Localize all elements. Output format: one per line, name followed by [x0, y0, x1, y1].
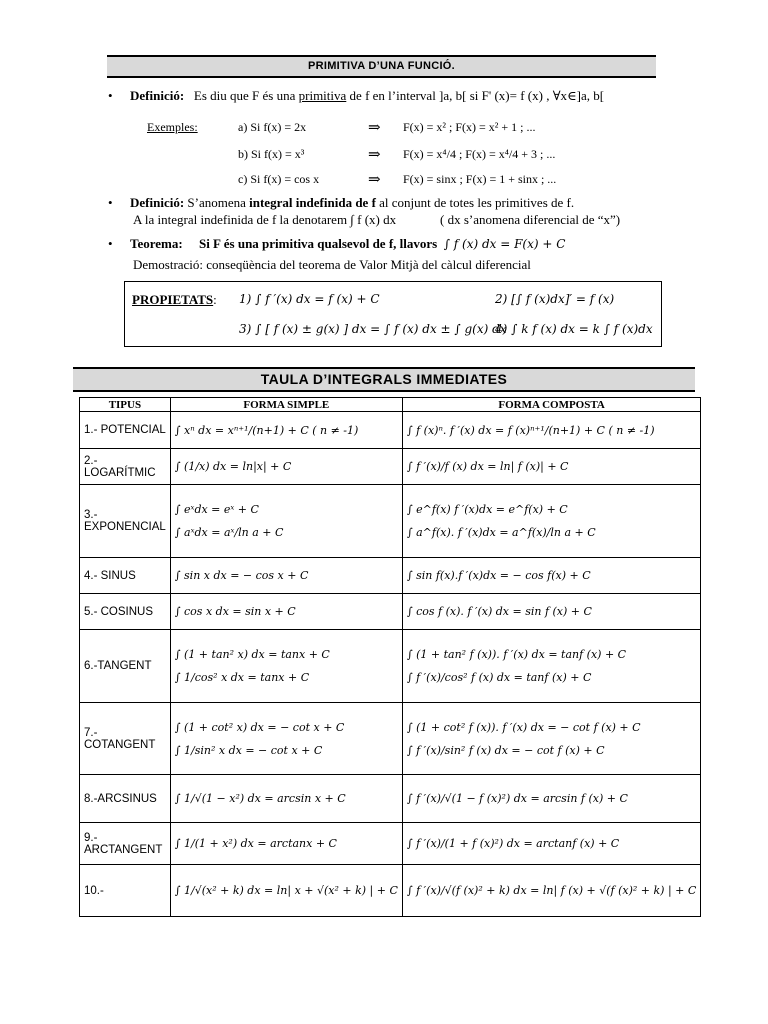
compound-form-formula: ∫ f ′(x)/√(f (x)² + k) dx = ln| f (x) + √(f (x)² + k) | + C — [406, 884, 697, 897]
table-row — [80, 775, 701, 823]
property-1: 1) ∫ f ′(x) dx = f (x) + C — [239, 292, 380, 306]
column-header-type: TIPUS — [80, 398, 171, 412]
theorem-text: Si F és una primitiva qualsevol de f, llavors — [198, 236, 438, 251]
simple-form-formula: ∫ eˣdx = eˣ + C — [174, 503, 259, 516]
simple-form-cell — [170, 558, 402, 594]
compound-form-cell — [402, 485, 700, 558]
property-2: 2) [∫ f (x)dx]′ = f (x) — [495, 292, 615, 306]
theorem-proof: Demostració: conseqüència del teorema de Valor Mitjà del càlcul diferencial — [133, 257, 531, 272]
simple-form-formula: ∫ cos x dx = sin x + C — [174, 605, 296, 618]
compound-form-cell — [402, 775, 700, 823]
table-header-row — [80, 398, 701, 412]
example-b-result: F(x) = x⁴/4 ; F(x) = x⁴/4 + 3 ; ... — [403, 147, 556, 161]
simple-form-cell — [170, 449, 402, 485]
integral-type: 1.- POTENCIAL — [80, 412, 171, 449]
example-c-case: c) Si f(x) = cos x — [238, 172, 320, 186]
integral-type: 10.- — [80, 865, 171, 917]
simple-form-cell — [170, 865, 402, 917]
bullet: • — [108, 195, 113, 210]
example-a-result: F(x) = x² ; F(x) = x² + 1 ; ... — [403, 120, 536, 134]
simple-form-formula: ∫ xⁿ dx = xⁿ⁺¹/(n+1) + C ( n ≠ -1) — [174, 423, 359, 437]
implies-arrow: ⇒ — [368, 172, 381, 188]
integrals-table — [79, 397, 701, 917]
definition-text: Es diu que F és una — [193, 88, 296, 103]
compound-form-cell — [402, 449, 700, 485]
compound-form-formula: ∫ cos f (x). f ′(x) dx = sin f (x) + C — [406, 605, 592, 618]
simple-form-cell — [170, 775, 402, 823]
simple-form-formula: ∫ 1/sin² x dx = − cot x + C — [174, 743, 323, 757]
definition-text-2: de f en l’interval ]a, b[ si F' (x)= f (x) , ∀x∈]a, b[ — [349, 88, 605, 103]
compound-form-cell — [402, 703, 700, 775]
table-row — [80, 594, 701, 630]
bullet: • — [108, 236, 113, 251]
table-row — [80, 630, 701, 703]
compound-form-formula: ∫ f (x)ⁿ. f ′(x) dx = f (x)ⁿ⁺¹/(n+1) + C ( n ≠ -1) — [406, 423, 655, 437]
definition-text-2: al conjunt de totes les primitives de f. — [379, 195, 575, 210]
table-row — [80, 865, 701, 917]
integral-type: 2.- LOGARÍTMIC — [80, 449, 171, 485]
table-row — [80, 558, 701, 594]
integral-type: 9.-ARCTANGENT — [80, 823, 171, 865]
definition-indefinite-integral — [130, 195, 574, 211]
simple-form-formula: ∫ (1 + cot² x) dx = − cot x + C — [174, 720, 345, 734]
theorem-label: Teorema: — [130, 236, 183, 251]
integral-type: 3.- EXPONENCIAL — [80, 485, 171, 558]
implies-arrow: ⇒ — [368, 120, 381, 136]
table-row — [80, 449, 701, 485]
simple-form-formula: ∫ sin x dx = − cos x + C — [174, 569, 309, 582]
table-row — [80, 823, 701, 865]
page-header-bar — [107, 55, 656, 78]
simple-form-formula: ∫ 1/√(x² + k) dx = ln| x + √(x² + k) | + C — [174, 884, 398, 897]
compound-form-cell — [402, 594, 700, 630]
simple-form-cell — [170, 703, 402, 775]
simple-form-formula: ∫ (1/x) dx = ln|x| + C — [174, 460, 292, 473]
integral-type: 4.- SINUS — [80, 558, 171, 594]
integral-type: 5.- COSINUS — [80, 594, 171, 630]
column-header-compound: FORMA COMPOSTA — [402, 398, 700, 412]
compound-form-formula: ∫ (1 + cot² f (x)). f ′(x) dx = − cot f (x) + C — [406, 720, 641, 734]
property-3: 3) ∫ [ f (x) ± g(x) ] dx = ∫ f (x) dx ± ∫ g(x) dx — [239, 322, 507, 336]
simple-form-formula: ∫ (1 + tan² x) dx = tanx + C — [174, 648, 330, 661]
compound-form-formula: ∫ f ′(x)/sin² f (x) dx = − cot f (x) + C — [406, 743, 605, 757]
compound-form-formula: ∫ f ′(x)/√(1 − f (x)²) dx = arcsin f (x) + C — [406, 792, 628, 805]
column-header-simple: FORMA SIMPLE — [170, 398, 402, 412]
compound-form-formula: ∫ a^f(x). f ′(x)dx = a^f(x)/ln a + C — [406, 526, 596, 539]
simple-form-cell — [170, 630, 402, 703]
compound-form-formula: ∫ e^f(x) f ′(x)dx = e^f(x) + C — [406, 503, 568, 516]
simple-form-formula: ∫ 1/(1 + x²) dx = arctanx + C — [174, 837, 337, 850]
definition-label: Definició: — [130, 195, 185, 210]
compound-form-cell — [402, 412, 700, 449]
compound-form-cell — [402, 865, 700, 917]
definition-bold-term: integral indefinida de f — [249, 195, 376, 210]
simple-form-cell — [170, 485, 402, 558]
implies-arrow: ⇒ — [368, 147, 381, 163]
simple-form-cell — [170, 412, 402, 449]
simple-form-cell — [170, 823, 402, 865]
compound-form-cell — [402, 630, 700, 703]
compound-form-formula: ∫ f ′(x)/(1 + f (x)²) dx = arctanf (x) + C — [406, 837, 620, 850]
integral-type: 6.-TANGENT — [80, 630, 171, 703]
theorem-formula: ∫ f (x) dx = F(x) + C — [443, 237, 566, 251]
simple-form-formula: ∫ 1/√(1 − x²) dx = arcsin x + C — [174, 792, 346, 805]
compound-form-formula: ∫ f ′(x)/f (x) dx = ln| f (x)| + C — [406, 460, 569, 473]
compound-form-formula: ∫ f ′(x)/cos² f (x) dx = tanf (x) + C — [406, 671, 592, 684]
table-row — [80, 703, 701, 775]
bullet: • — [108, 88, 113, 103]
example-b-case: b) Si f(x) = x³ — [238, 147, 305, 161]
theorem — [130, 236, 565, 252]
integral-type: 8.-ARCSINUS — [80, 775, 171, 823]
definition-dx-note: ( dx s’anomena diferencial de “x”) — [440, 212, 621, 227]
compound-form-cell — [402, 823, 700, 865]
definition-text: S’anomena — [187, 195, 246, 210]
page-title: PRIMITIVA D’UNA FUNCIÓ. — [307, 60, 456, 72]
table-row — [80, 485, 701, 558]
example-a-case: a) Si f(x) = 2x — [238, 120, 307, 134]
simple-form-formula: ∫ 1/cos² x dx = tanx + C — [174, 671, 310, 684]
table-title: TAULA D’INTEGRALS IMMEDIATES — [260, 371, 508, 387]
definition-underlined-term: primitiva — [298, 88, 347, 103]
compound-form-cell — [402, 558, 700, 594]
property-4: 4) ∫ k f (x) dx = k ∫ f (x)dx — [495, 322, 653, 336]
simple-form-cell — [170, 594, 402, 630]
definition-notation: A la integral indefinida de f la denotarem ∫ f (x) dx — [133, 212, 397, 227]
examples-label: Exemples: — [147, 120, 198, 134]
simple-form-formula: ∫ aˣdx = aˣ/ln a + C — [174, 526, 284, 539]
definition-primitive — [130, 88, 604, 104]
compound-form-formula: ∫ sin f(x).f ′(x)dx = − cos f(x) + C — [406, 569, 591, 582]
compound-form-formula: ∫ (1 + tan² f (x)). f ′(x) dx = tanf (x) + C — [406, 648, 627, 661]
table-title-bar — [73, 367, 695, 392]
definition-label: Definició: — [130, 88, 185, 103]
table-row — [80, 412, 701, 449]
integral-type: 7.- COTANGENT — [80, 703, 171, 775]
example-c-result: F(x) = sinx ; F(x) = 1 + sinx ; ... — [403, 172, 557, 186]
properties-box — [124, 281, 662, 347]
properties-label: PROPIETATS: — [132, 292, 217, 307]
